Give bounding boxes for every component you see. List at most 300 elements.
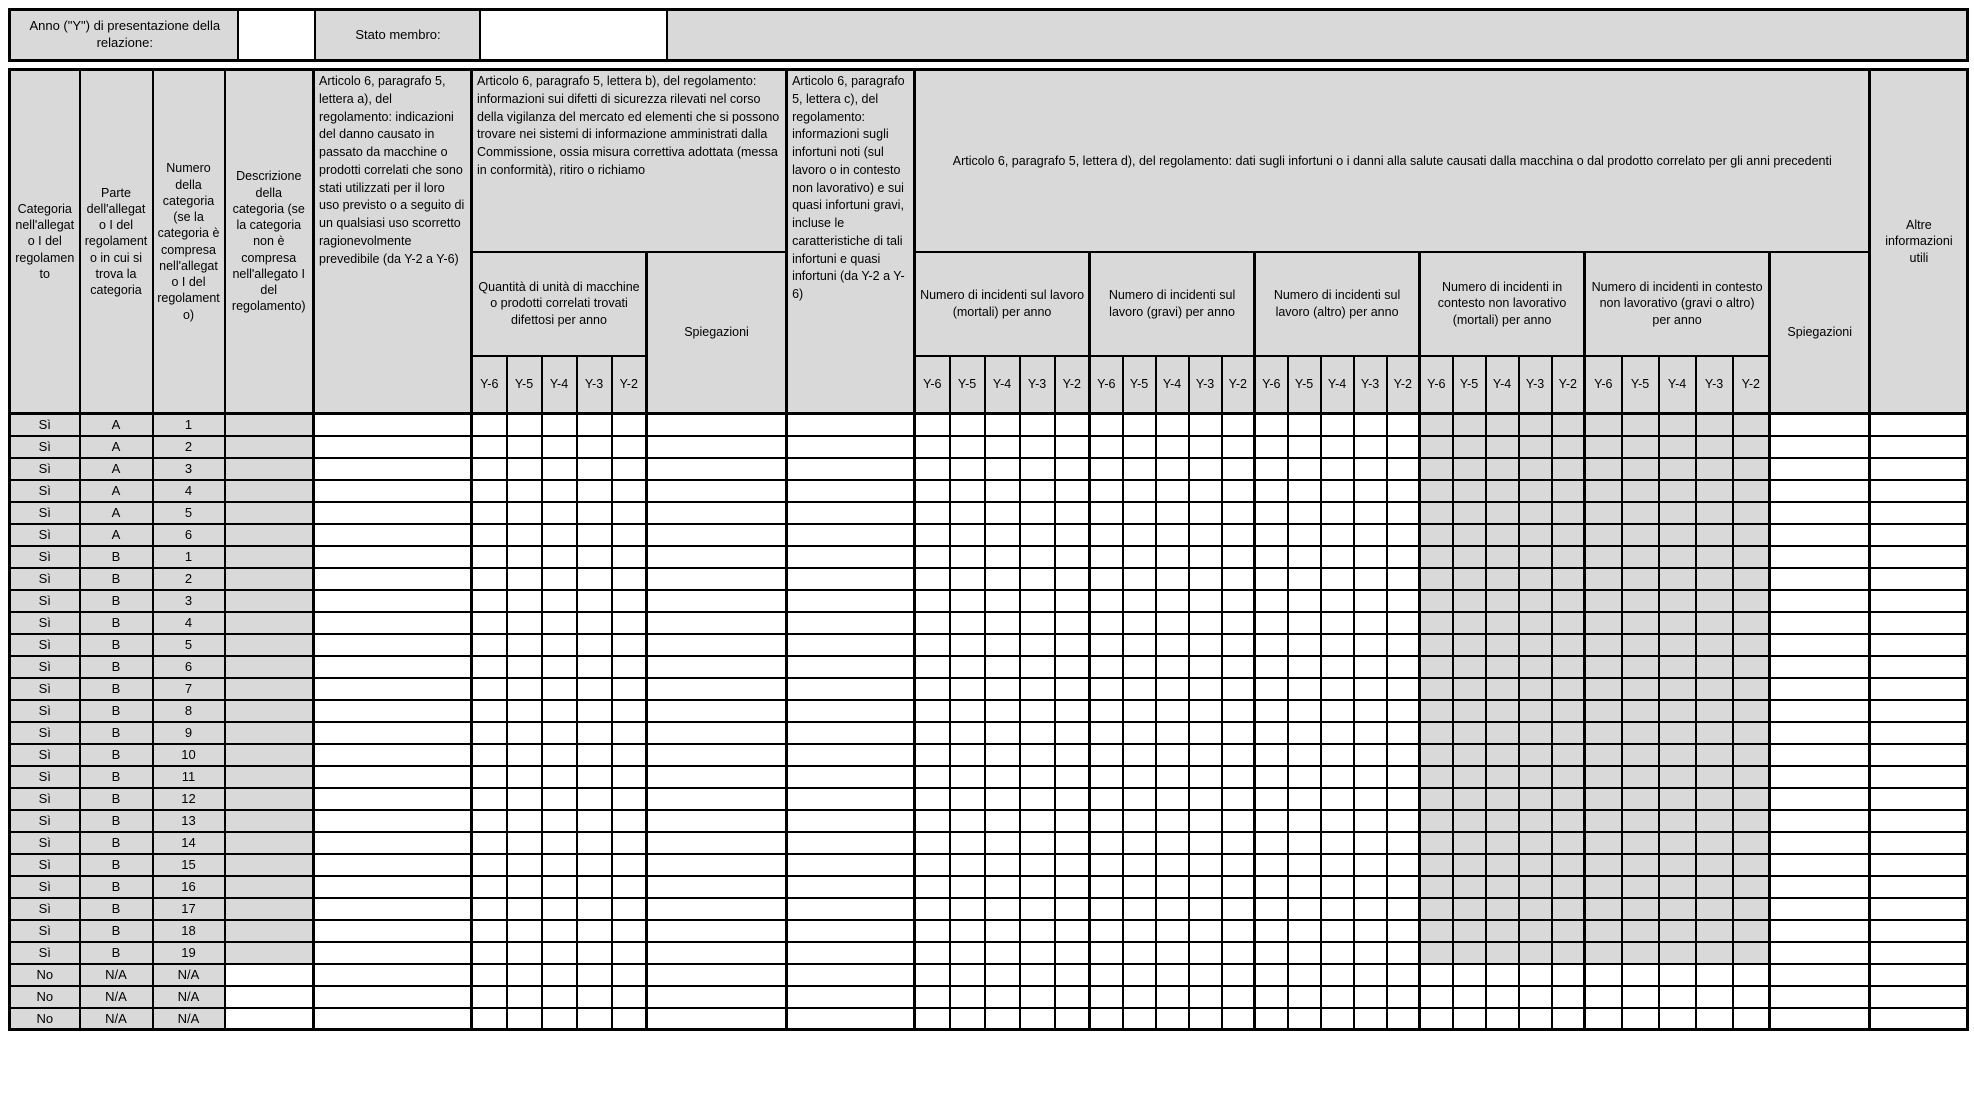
cell-incidenti-anno[interactable] [1387,854,1420,876]
cell-difettosi-anno[interactable] [507,590,542,612]
cell-incidenti-anno[interactable] [1156,590,1189,612]
cell-incidenti-anno[interactable] [1020,590,1055,612]
cell-incidenti-anno[interactable] [1222,414,1255,436]
cell-incidenti-anno[interactable] [1354,502,1387,524]
cell-difettosi-anno[interactable] [577,964,612,986]
cell-incidenti-anno[interactable] [1055,502,1090,524]
cell-danno-art6a[interactable] [314,1008,472,1030]
cell-incidenti-anno[interactable] [1387,458,1420,480]
cell-infortuni-art6c[interactable] [787,854,915,876]
cell-difettosi-anno[interactable] [542,854,577,876]
cell-incidenti-anno[interactable] [915,744,950,766]
cell-altre-informazioni[interactable] [1870,546,1968,568]
cell-difettosi-anno[interactable] [542,744,577,766]
cell-incidenti-anno[interactable] [1222,986,1255,1008]
cell-incidenti-anno[interactable] [1222,876,1255,898]
cell-danno-art6a[interactable] [314,546,472,568]
cell-incidenti-anno[interactable] [1020,920,1055,942]
cell-danno-art6a[interactable] [314,436,472,458]
cell-incidenti-anno[interactable] [1255,612,1288,634]
cell-difettosi-anno[interactable] [507,700,542,722]
cell-incidenti-anno[interactable] [985,1008,1020,1030]
cell-incidenti-anno[interactable] [1222,656,1255,678]
cell-incidenti-anno[interactable] [1055,546,1090,568]
cell-incidenti-anno[interactable] [1453,986,1486,1008]
cell-difettosi-anno[interactable] [472,524,507,546]
cell-incidenti-anno[interactable] [1156,766,1189,788]
cell-incidenti-anno[interactable] [1055,612,1090,634]
cell-incidenti-anno[interactable] [1288,612,1321,634]
cell-incidenti-anno[interactable] [1288,986,1321,1008]
cell-incidenti-anno[interactable] [950,766,985,788]
cell-incidenti-anno[interactable] [1055,436,1090,458]
cell-infortuni-art6c[interactable] [787,898,915,920]
cell-incidenti-anno[interactable] [1222,502,1255,524]
cell-incidenti-anno[interactable] [1156,788,1189,810]
cell-difettosi-anno[interactable] [542,480,577,502]
cell-incidenti-anno[interactable] [1387,898,1420,920]
cell-infortuni-art6c[interactable] [787,480,915,502]
cell-incidenti-anno[interactable] [1420,986,1453,1008]
cell-incidenti-anno[interactable] [1123,634,1156,656]
cell-incidenti-anno[interactable] [1055,854,1090,876]
cell-spiegazioni-b[interactable] [647,744,787,766]
cell-incidenti-anno[interactable] [1222,854,1255,876]
cell-difettosi-anno[interactable] [542,524,577,546]
cell-incidenti-anno[interactable] [915,568,950,590]
cell-spiegazioni-d[interactable] [1770,568,1870,590]
cell-incidenti-anno[interactable] [950,546,985,568]
cell-incidenti-anno[interactable] [1486,1008,1519,1030]
cell-infortuni-art6c[interactable] [787,810,915,832]
cell-incidenti-anno[interactable] [1387,700,1420,722]
cell-incidenti-anno[interactable] [1255,766,1288,788]
cell-incidenti-anno[interactable] [1321,612,1354,634]
cell-altre-informazioni[interactable] [1870,766,1968,788]
cell-incidenti-anno[interactable] [1020,722,1055,744]
cell-incidenti-anno[interactable] [1123,678,1156,700]
cell-incidenti-anno[interactable] [950,744,985,766]
cell-difettosi-anno[interactable] [507,810,542,832]
cell-danno-art6a[interactable] [314,832,472,854]
cell-incidenti-anno[interactable] [1696,986,1733,1008]
cell-incidenti-anno[interactable] [1354,810,1387,832]
cell-incidenti-anno[interactable] [1090,722,1123,744]
cell-incidenti-anno[interactable] [1189,502,1222,524]
cell-incidenti-anno[interactable] [1255,964,1288,986]
cell-difettosi-anno[interactable] [612,876,647,898]
cell-incidenti-anno[interactable] [1387,612,1420,634]
cell-incidenti-anno[interactable] [1123,590,1156,612]
cell-incidenti-anno[interactable] [950,634,985,656]
cell-incidenti-anno[interactable] [1156,876,1189,898]
cell-incidenti-anno[interactable] [950,964,985,986]
cell-incidenti-anno[interactable] [1222,612,1255,634]
cell-incidenti-anno[interactable] [1321,744,1354,766]
cell-incidenti-anno[interactable] [950,414,985,436]
cell-incidenti-anno[interactable] [1189,656,1222,678]
cell-incidenti-anno[interactable] [1123,524,1156,546]
cell-incidenti-anno[interactable] [1222,524,1255,546]
cell-altre-informazioni[interactable] [1870,744,1968,766]
cell-altre-informazioni[interactable] [1870,590,1968,612]
cell-incidenti-anno[interactable] [1255,876,1288,898]
cell-incidenti-anno[interactable] [1156,1008,1189,1030]
cell-difettosi-anno[interactable] [507,832,542,854]
cell-incidenti-anno[interactable] [1288,678,1321,700]
cell-incidenti-anno[interactable] [1090,810,1123,832]
cell-danno-art6a[interactable] [314,766,472,788]
cell-incidenti-anno[interactable] [1020,502,1055,524]
cell-difettosi-anno[interactable] [507,634,542,656]
cell-incidenti-anno[interactable] [1156,414,1189,436]
cell-altre-informazioni[interactable] [1870,502,1968,524]
cell-incidenti-anno[interactable] [1090,986,1123,1008]
cell-incidenti-anno[interactable] [1090,568,1123,590]
cell-difettosi-anno[interactable] [507,744,542,766]
cell-incidenti-anno[interactable] [1123,612,1156,634]
cell-incidenti-anno[interactable] [1090,678,1123,700]
cell-incidenti-anno[interactable] [1090,524,1123,546]
cell-difettosi-anno[interactable] [542,568,577,590]
cell-difettosi-anno[interactable] [542,832,577,854]
cell-infortuni-art6c[interactable] [787,942,915,964]
cell-incidenti-anno[interactable] [1222,1008,1255,1030]
cell-incidenti-anno[interactable] [1189,722,1222,744]
cell-incidenti-anno[interactable] [1020,854,1055,876]
cell-incidenti-anno[interactable] [1055,524,1090,546]
cell-incidenti-anno[interactable] [1189,810,1222,832]
cell-incidenti-anno[interactable] [1055,678,1090,700]
cell-incidenti-anno[interactable] [985,612,1020,634]
cell-incidenti-anno[interactable] [1255,678,1288,700]
cell-incidenti-anno[interactable] [950,612,985,634]
cell-spiegazioni-d[interactable] [1770,942,1870,964]
cell-incidenti-anno[interactable] [1288,634,1321,656]
cell-spiegazioni-d[interactable] [1770,854,1870,876]
cell-altre-informazioni[interactable] [1870,920,1968,942]
cell-infortuni-art6c[interactable] [787,920,915,942]
cell-altre-informazioni[interactable] [1870,612,1968,634]
cell-danno-art6a[interactable] [314,480,472,502]
cell-incidenti-anno[interactable] [1189,986,1222,1008]
cell-incidenti-anno[interactable] [985,832,1020,854]
cell-difettosi-anno[interactable] [577,766,612,788]
cell-incidenti-anno[interactable] [1387,986,1420,1008]
cell-incidenti-anno[interactable] [985,766,1020,788]
cell-difettosi-anno[interactable] [577,722,612,744]
cell-difettosi-anno[interactable] [472,854,507,876]
cell-altre-informazioni[interactable] [1870,810,1968,832]
cell-difettosi-anno[interactable] [507,876,542,898]
cell-incidenti-anno[interactable] [1090,898,1123,920]
cell-incidenti-anno[interactable] [1255,942,1288,964]
cell-incidenti-anno[interactable] [1552,964,1585,986]
cell-difettosi-anno[interactable] [612,458,647,480]
cell-altre-informazioni[interactable] [1870,854,1968,876]
cell-incidenti-anno[interactable] [1020,524,1055,546]
cell-incidenti-anno[interactable] [915,788,950,810]
cell-incidenti-anno[interactable] [985,634,1020,656]
cell-altre-informazioni[interactable] [1870,898,1968,920]
cell-incidenti-anno[interactable] [1387,502,1420,524]
cell-incidenti-anno[interactable] [1255,700,1288,722]
cell-incidenti-anno[interactable] [1156,986,1189,1008]
cell-danno-art6a[interactable] [314,964,472,986]
cell-incidenti-anno[interactable] [1255,854,1288,876]
cell-incidenti-anno[interactable] [915,986,950,1008]
cell-incidenti-anno[interactable] [1659,1008,1696,1030]
cell-incidenti-anno[interactable] [1354,744,1387,766]
cell-incidenti-anno[interactable] [915,942,950,964]
cell-danno-art6a[interactable] [314,810,472,832]
cell-incidenti-anno[interactable] [950,502,985,524]
cell-incidenti-anno[interactable] [950,942,985,964]
cell-infortuni-art6c[interactable] [787,964,915,986]
cell-incidenti-anno[interactable] [950,832,985,854]
cell-incidenti-anno[interactable] [1321,678,1354,700]
cell-incidenti-anno[interactable] [1420,964,1453,986]
cell-incidenti-anno[interactable] [1321,964,1354,986]
cell-spiegazioni-b[interactable] [647,810,787,832]
cell-incidenti-anno[interactable] [1156,964,1189,986]
cell-incidenti-anno[interactable] [1156,920,1189,942]
cell-incidenti-anno[interactable] [1189,700,1222,722]
cell-incidenti-anno[interactable] [1387,634,1420,656]
cell-incidenti-anno[interactable] [1123,568,1156,590]
cell-incidenti-anno[interactable] [1020,480,1055,502]
cell-difettosi-anno[interactable] [612,546,647,568]
cell-difettosi-anno[interactable] [577,832,612,854]
cell-incidenti-anno[interactable] [1255,524,1288,546]
cell-spiegazioni-b[interactable] [647,722,787,744]
cell-difettosi-anno[interactable] [612,854,647,876]
cell-incidenti-anno[interactable] [1123,810,1156,832]
cell-incidenti-anno[interactable] [1020,788,1055,810]
cell-difettosi-anno[interactable] [507,502,542,524]
cell-difettosi-anno[interactable] [577,656,612,678]
year-of-report-input[interactable] [238,10,315,61]
cell-incidenti-anno[interactable] [1288,700,1321,722]
cell-infortuni-art6c[interactable] [787,766,915,788]
cell-incidenti-anno[interactable] [1090,832,1123,854]
cell-incidenti-anno[interactable] [950,876,985,898]
cell-incidenti-anno[interactable] [1321,1008,1354,1030]
cell-incidenti-anno[interactable] [985,546,1020,568]
cell-incidenti-anno[interactable] [1055,458,1090,480]
cell-difettosi-anno[interactable] [612,986,647,1008]
cell-incidenti-anno[interactable] [1288,788,1321,810]
cell-incidenti-anno[interactable] [985,502,1020,524]
cell-incidenti-anno[interactable] [1255,1008,1288,1030]
cell-incidenti-anno[interactable] [1020,634,1055,656]
cell-difettosi-anno[interactable] [542,414,577,436]
cell-difettosi-anno[interactable] [472,590,507,612]
cell-incidenti-anno[interactable] [1090,502,1123,524]
cell-difettosi-anno[interactable] [612,744,647,766]
cell-spiegazioni-b[interactable] [647,854,787,876]
cell-difettosi-anno[interactable] [577,700,612,722]
cell-infortuni-art6c[interactable] [787,832,915,854]
cell-incidenti-anno[interactable] [1055,656,1090,678]
cell-incidenti-anno[interactable] [1189,634,1222,656]
cell-incidenti-anno[interactable] [1255,480,1288,502]
cell-incidenti-anno[interactable] [1255,810,1288,832]
cell-incidenti-anno[interactable] [915,700,950,722]
cell-incidenti-anno[interactable] [1288,524,1321,546]
cell-difettosi-anno[interactable] [577,898,612,920]
cell-incidenti-anno[interactable] [1055,414,1090,436]
cell-spiegazioni-b[interactable] [647,634,787,656]
cell-incidenti-anno[interactable] [1288,832,1321,854]
cell-spiegazioni-b[interactable] [647,480,787,502]
cell-incidenti-anno[interactable] [1354,788,1387,810]
cell-incidenti-anno[interactable] [915,810,950,832]
cell-spiegazioni-b[interactable] [647,876,787,898]
cell-incidenti-anno[interactable] [1387,568,1420,590]
cell-incidenti-anno[interactable] [1222,744,1255,766]
cell-danno-art6a[interactable] [314,744,472,766]
cell-incidenti-anno[interactable] [1387,832,1420,854]
cell-incidenti-anno[interactable] [1020,458,1055,480]
cell-incidenti-anno[interactable] [1222,590,1255,612]
cell-altre-informazioni[interactable] [1870,524,1968,546]
cell-incidenti-anno[interactable] [1123,964,1156,986]
cell-incidenti-anno[interactable] [1156,898,1189,920]
cell-incidenti-anno[interactable] [1222,788,1255,810]
cell-incidenti-anno[interactable] [1321,722,1354,744]
cell-incidenti-anno[interactable] [1020,414,1055,436]
cell-incidenti-anno[interactable] [915,722,950,744]
cell-incidenti-anno[interactable] [1090,1008,1123,1030]
cell-incidenti-anno[interactable] [915,612,950,634]
cell-incidenti-anno[interactable] [1387,744,1420,766]
cell-incidenti-anno[interactable] [1288,546,1321,568]
cell-incidenti-anno[interactable] [1321,810,1354,832]
cell-spiegazioni-b[interactable] [647,700,787,722]
cell-difettosi-anno[interactable] [577,612,612,634]
cell-incidenti-anno[interactable] [950,1008,985,1030]
cell-incidenti-anno[interactable] [1354,920,1387,942]
cell-incidenti-anno[interactable] [1354,942,1387,964]
cell-difettosi-anno[interactable] [612,722,647,744]
cell-incidenti-anno[interactable] [1020,1008,1055,1030]
cell-difettosi-anno[interactable] [577,876,612,898]
cell-difettosi-anno[interactable] [542,788,577,810]
cell-incidenti-anno[interactable] [950,986,985,1008]
cell-incidenti-anno[interactable] [1156,722,1189,744]
cell-difettosi-anno[interactable] [542,810,577,832]
cell-incidenti-anno[interactable] [1189,546,1222,568]
cell-difettosi-anno[interactable] [542,766,577,788]
cell-difettosi-anno[interactable] [542,876,577,898]
cell-incidenti-anno[interactable] [950,590,985,612]
cell-difettosi-anno[interactable] [612,766,647,788]
cell-difettosi-anno[interactable] [507,568,542,590]
cell-infortuni-art6c[interactable] [787,502,915,524]
cell-difettosi-anno[interactable] [612,964,647,986]
cell-difettosi-anno[interactable] [472,634,507,656]
cell-incidenti-anno[interactable] [1354,458,1387,480]
cell-infortuni-art6c[interactable] [787,1008,915,1030]
cell-incidenti-anno[interactable] [1055,810,1090,832]
cell-spiegazioni-d[interactable] [1770,436,1870,458]
cell-incidenti-anno[interactable] [1123,546,1156,568]
cell-spiegazioni-b[interactable] [647,942,787,964]
cell-incidenti-anno[interactable] [985,590,1020,612]
cell-incidenti-anno[interactable] [1055,898,1090,920]
cell-incidenti-anno[interactable] [1354,546,1387,568]
cell-incidenti-anno[interactable] [1387,678,1420,700]
cell-incidenti-anno[interactable] [1055,876,1090,898]
cell-incidenti-anno[interactable] [1222,546,1255,568]
cell-incidenti-anno[interactable] [1354,766,1387,788]
cell-incidenti-anno[interactable] [950,920,985,942]
cell-difettosi-anno[interactable] [542,656,577,678]
cell-infortuni-art6c[interactable] [787,436,915,458]
cell-spiegazioni-b[interactable] [647,458,787,480]
cell-difettosi-anno[interactable] [612,436,647,458]
cell-spiegazioni-b[interactable] [647,898,787,920]
cell-incidenti-anno[interactable] [1123,986,1156,1008]
cell-incidenti-anno[interactable] [1288,436,1321,458]
cell-spiegazioni-d[interactable] [1770,920,1870,942]
cell-difettosi-anno[interactable] [577,634,612,656]
cell-incidenti-anno[interactable] [1123,744,1156,766]
cell-spiegazioni-b[interactable] [647,612,787,634]
cell-incidenti-anno[interactable] [1552,1008,1585,1030]
cell-infortuni-art6c[interactable] [787,458,915,480]
cell-spiegazioni-d[interactable] [1770,964,1870,986]
cell-difettosi-anno[interactable] [542,590,577,612]
cell-incidenti-anno[interactable] [915,964,950,986]
cell-incidenti-anno[interactable] [1288,854,1321,876]
cell-difettosi-anno[interactable] [577,458,612,480]
cell-spiegazioni-b[interactable] [647,964,787,986]
cell-infortuni-art6c[interactable] [787,414,915,436]
cell-incidenti-anno[interactable] [1055,700,1090,722]
cell-altre-informazioni[interactable] [1870,568,1968,590]
cell-difettosi-anno[interactable] [577,942,612,964]
cell-incidenti-anno[interactable] [1387,480,1420,502]
cell-incidenti-anno[interactable] [1020,832,1055,854]
cell-danno-art6a[interactable] [314,986,472,1008]
cell-incidenti-anno[interactable] [1622,1008,1659,1030]
cell-incidenti-anno[interactable] [1585,1008,1622,1030]
cell-infortuni-art6c[interactable] [787,590,915,612]
cell-incidenti-anno[interactable] [915,854,950,876]
cell-incidenti-anno[interactable] [1387,920,1420,942]
cell-incidenti-anno[interactable] [1733,1008,1770,1030]
cell-difettosi-anno[interactable] [472,920,507,942]
cell-incidenti-anno[interactable] [1288,590,1321,612]
cell-difettosi-anno[interactable] [507,854,542,876]
cell-incidenti-anno[interactable] [915,766,950,788]
cell-altre-informazioni[interactable] [1870,832,1968,854]
cell-difettosi-anno[interactable] [472,876,507,898]
cell-incidenti-anno[interactable] [915,678,950,700]
cell-incidenti-anno[interactable] [1020,810,1055,832]
cell-incidenti-anno[interactable] [915,876,950,898]
cell-spiegazioni-b[interactable] [647,832,787,854]
cell-difettosi-anno[interactable] [577,436,612,458]
cell-incidenti-anno[interactable] [1123,898,1156,920]
cell-incidenti-anno[interactable] [1321,832,1354,854]
cell-altre-informazioni[interactable] [1870,458,1968,480]
cell-incidenti-anno[interactable] [1222,832,1255,854]
cell-incidenti-anno[interactable] [985,898,1020,920]
cell-incidenti-anno[interactable] [985,810,1020,832]
